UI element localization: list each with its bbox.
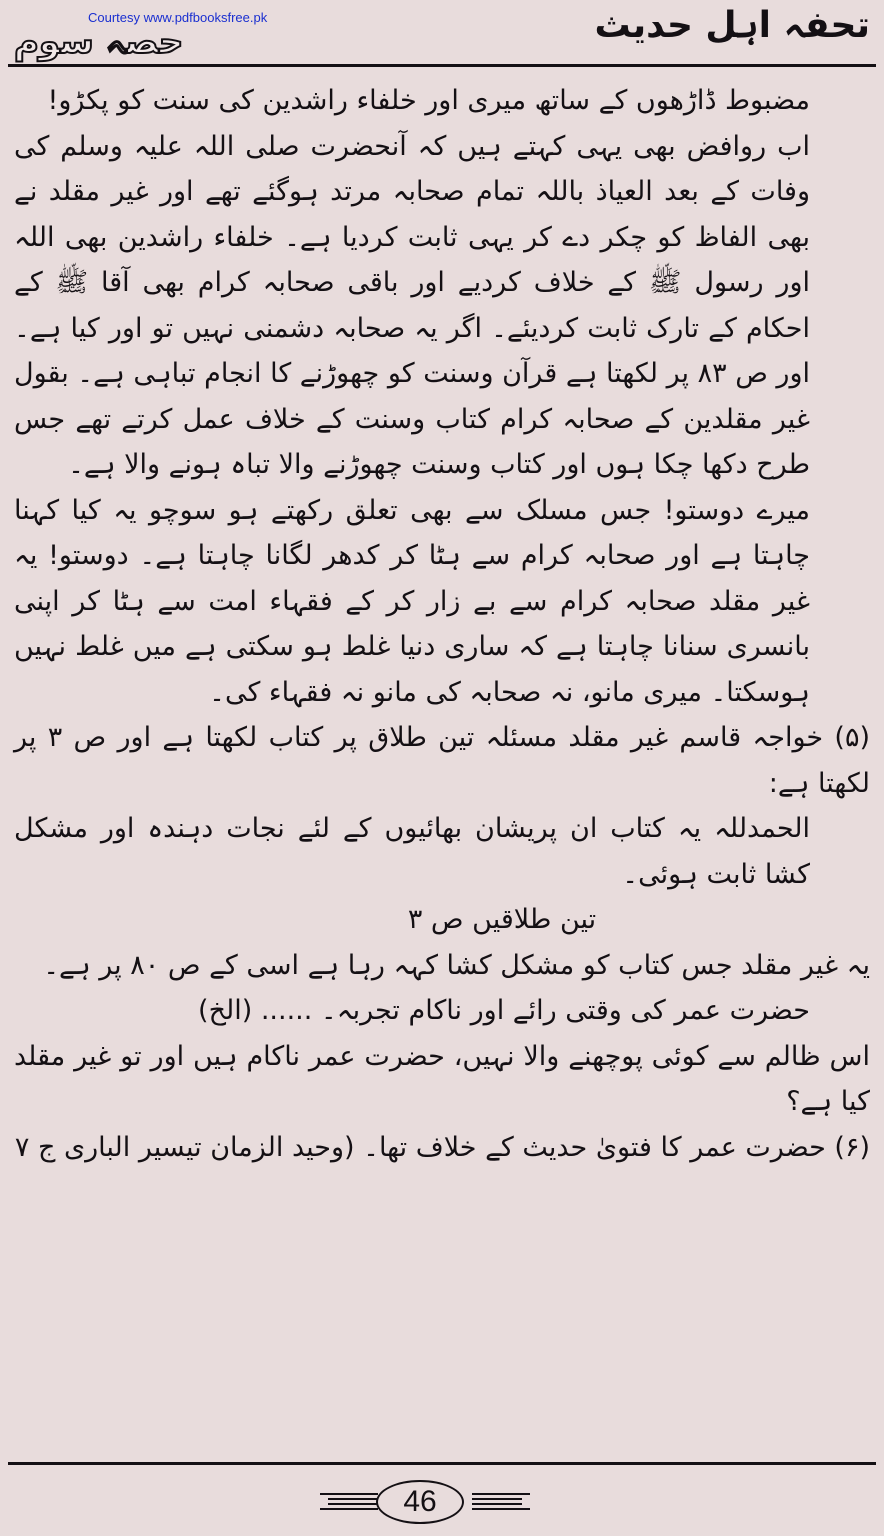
paragraph: مضبوط ڈاڑھوں کے ساتھ میری اور خلفاء راشدین کی سنت کو پکڑو! [47, 85, 810, 116]
right-ornament-icon [470, 1490, 530, 1512]
paragraph: میرے دوستو! جس مسلک سے بھی تعلق رکھتے ہو سوچو یہ کیا کہنا چاہتا ہے اور صحابہ کرام سے ہٹا کر کدھر لگانا چاہتا ہے۔ دوستو! یہ غیر مقلد صحابہ کرام سے بے زار کر کے فقہاء امت سے ہٹا کر اپنی بانسری سنانا چاہتا ہے کہ ساری دنیا غلط ہو سکتی ہے میں غلط نہیں ہوسکتا۔ میری مانو، نہ صحابہ کی مانو نہ فقہاء کی۔ [14, 494, 810, 708]
paragraph: یہ غیر مقلد جس کتاب کو مشکل کشا کہہ رہا ہے اسی کے ص ۸۰ پر ہے۔ [43, 949, 870, 981]
paragraph: اس ظالم سے کوئی پوچھنے والا نہیں، حضرت عمر ناکام ہیں اور تو غیر مقلد کیا ہے؟ [14, 1040, 870, 1117]
page-number-block [0, 1478, 884, 1534]
paragraph: (۵) خواجہ قاسم غیر مقلد مسئلہ تین طلاق پر کتاب لکھتا ہے اور ص ۳ پر لکھتا ہے: [14, 722, 870, 799]
paragraph: اب روافض بھی یہی کہتے ہیں کہ آنحضرت صلی اللہ علیہ وسلم کی وفات کے بعد العیاذ باللہ تمام صحابہ مرتد ہوگئے تھے اور غیر مقلد نے بھی الفاظ کو چکر دے کر یہی ثابت کردیا ہے۔ خلفاء راشدین بھی اللہ اور رسول ﷺ کے خلاف کردیے اور باقی صحابہ کرام بھی آقا ﷺ کے احکام کے تارک ثابت کردیئے۔ اگر یہ صحابہ دشمنی نہیں تو اور کیا ہے۔ اور ص ۸۳ پر لکھتا ہے قرآن وسنت کو چھوڑنے کا انجام تباہی ہے۔ بقول غیر مقلدین کے صحابہ کرام کتاب وسنت کے خلاف عمل کرتے تھے جس طرح دکھا چکا ہوں اور کتاب وسنت چھوڑنے والا تباہ ہونے والا ہے۔ [13, 130, 810, 480]
paragraph: (۶) حضرت عمر کا فتویٰ حدیث کے خلاف تھا۔ (وحید الزمان تیسیر الباری ج ۷ [14, 1131, 870, 1163]
page-body [14, 78, 870, 1453]
reference: تین طلاقیں ص ۳ [407, 904, 597, 935]
header-divider [8, 64, 876, 67]
section-title: حصہ سوم [14, 22, 184, 62]
left-ornament-icon [320, 1490, 380, 1512]
page-number: 46 [376, 1480, 464, 1524]
quotation: الحمدللہ یہ کتاب ان پریشان بھائیوں کے لئے نجات دہندہ اور مشکل کشا ثابت ہوئی۔ [14, 813, 810, 890]
book-title: تحفہ اہل حدیث [594, 5, 870, 46]
courtesy-watermark: Courtesy www.pdfbooksfree.pk [88, 10, 268, 25]
footer-divider [8, 1462, 876, 1465]
quotation: حضرت عمر کی وقتی رائے اور ناکام تجربہ۔ ...... (الخ) [198, 995, 810, 1026]
